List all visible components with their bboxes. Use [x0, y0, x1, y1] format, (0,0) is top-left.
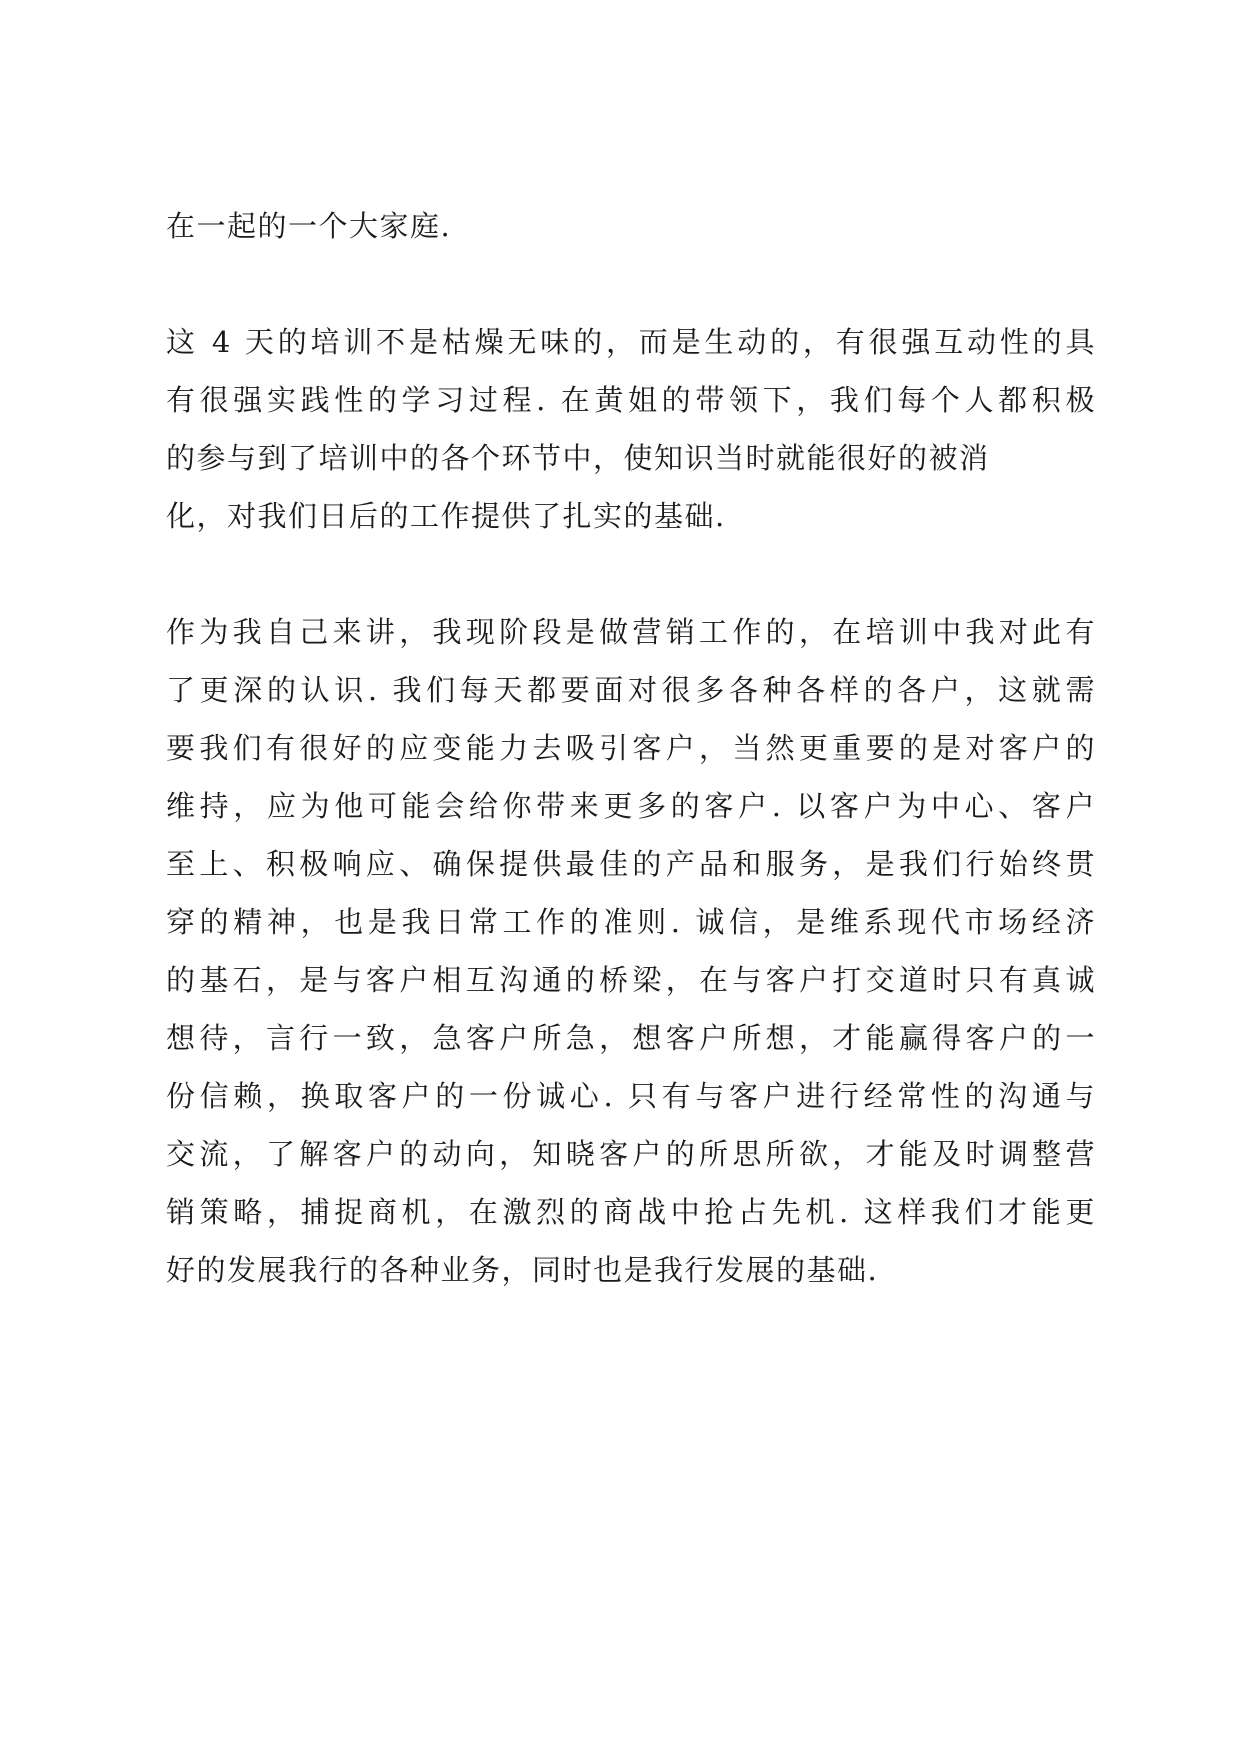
paragraph-1-line-1: 在一起的一个大家庭.	[166, 209, 452, 243]
paragraph-3-line-8: 想待，言行一致，急客户所急，想客户所想，才能赢得客户的一	[166, 1021, 1096, 1055]
paragraph-3-line-7: 的基石，是与客户相互沟通的桥梁，在与客户打交道时只有真诚	[166, 963, 1096, 997]
paragraph-3-line-2: 了更深的认识. 我们每天都要面对很多各种各样的各户，这就需	[166, 673, 1096, 707]
paragraph-3-line-10: 交流，了解客户的动向，知晓客户的所思所欲，才能及时调整营	[166, 1137, 1096, 1171]
paragraph-3-line-3: 要我们有很好的应变能力去吸引客户，当然更重要的是对客户的	[166, 731, 1096, 765]
paragraph-3-line-5: 至上、积极响应、确保提供最佳的产品和服务，是我们行始终贯	[166, 847, 1096, 881]
paragraph-2-line-3: 的参与到了培训中的各个环节中，使知识当时就能很好的被消	[166, 441, 990, 475]
paragraph-2-line-4: 化，对我们日后的工作提供了扎实的基础.	[166, 499, 726, 533]
paragraph-2-line-2: 有很强实践性的学习过程. 在黄姐的带领下，我们每个人都积极	[166, 383, 1096, 417]
paragraph-3-line-6: 穿的精神，也是我日常工作的准则. 诚信，是维系现代市场经济	[166, 905, 1096, 939]
paragraph-3-line-1: 作为我自己来讲，我现阶段是做营销工作的，在培训中我对此有	[166, 615, 1096, 649]
paragraph-3-line-12: 好的发展我行的各种业务，同时也是我行发展的基础.	[166, 1253, 879, 1287]
paragraph-3-line-11: 销策略，捕捉商机，在激烈的商战中抢占先机. 这样我们才能更	[166, 1195, 1096, 1229]
paragraph-2-line-1: 这 4 天的培训不是枯燥无味的，而是生动的，有很强互动性的具	[166, 325, 1096, 359]
paragraph-3-line-4: 维持，应为他可能会给你带来更多的客户. 以客户为中心、客户	[166, 789, 1096, 823]
paragraph-3-line-9: 份信赖，换取客户的一份诚心. 只有与客户进行经常性的沟通与	[166, 1079, 1096, 1113]
